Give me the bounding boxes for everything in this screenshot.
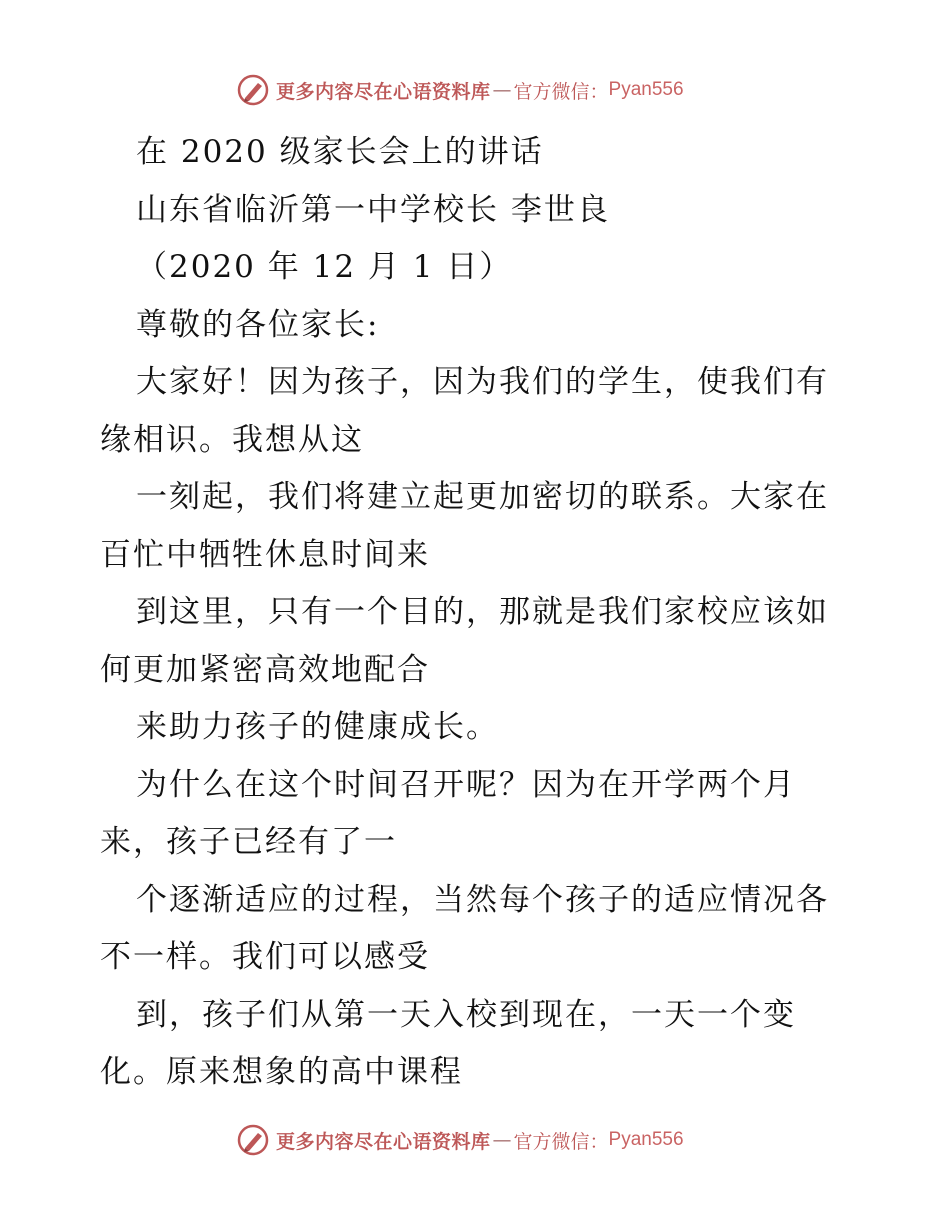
- watermark-contact-label: 官方微信：: [513, 80, 609, 103]
- watermark-brand: 更多内容尽在心语资料库: [276, 80, 491, 103]
- text-line: 一刻起，我们将建立起更加密切的联系。大家在: [136, 479, 829, 515]
- watermark-wechat-id: Pyan556: [608, 79, 684, 100]
- text-line: 个逐渐适应的过程，当然每个孩子的适应情况各: [136, 881, 829, 918]
- text-line: 不一样。我们可以感受: [100, 939, 430, 975]
- watermark-brand: 更多内容尽在心语资料库: [276, 1130, 491, 1153]
- header-watermark: [236, 72, 836, 108]
- footer-watermark: [236, 1122, 836, 1158]
- text-line: 百忙中牺牲休息时间来: [100, 536, 430, 573]
- text-line: 来助力孩子的健康成长。: [136, 709, 499, 745]
- watermark-contact-label: 官方微信：: [513, 1130, 609, 1153]
- pen-logo-icon: [236, 73, 270, 107]
- text-line: 缘相识。我想从这: [100, 421, 364, 458]
- text-line: 到这里，只有一个目的，那就是我们家校应该如: [136, 594, 829, 630]
- text-line: 山东省临沂第一中学校长 李世良: [136, 191, 610, 228]
- text-line: 为什么在这个时间召开呢？因为在开学两个月: [136, 766, 796, 803]
- watermark-separator: —: [492, 79, 512, 101]
- text-line: （2020 年 12 月 1 日）: [136, 249, 513, 285]
- document-body: [100, 124, 860, 1102]
- text-line: 到，孩子们从第一天入校到现在，一天一个变: [136, 996, 796, 1033]
- text-line: 何更加紧密高效地配合: [100, 651, 430, 688]
- watermark-separator: —: [492, 1129, 512, 1151]
- text-line: 大家好！因为孩子，因为我们的学生，使我们有: [136, 364, 829, 400]
- text-line: 在 2020 级家长会上的讲话: [136, 134, 544, 170]
- text-line: 尊敬的各位家长:: [136, 306, 380, 343]
- watermark-wechat-id: Pyan556: [608, 1129, 684, 1150]
- text-line: 化。原来想象的高中课程: [100, 1054, 463, 1090]
- pen-logo-icon: [236, 1123, 270, 1157]
- text-line: 来，孩子已经有了一: [100, 824, 397, 860]
